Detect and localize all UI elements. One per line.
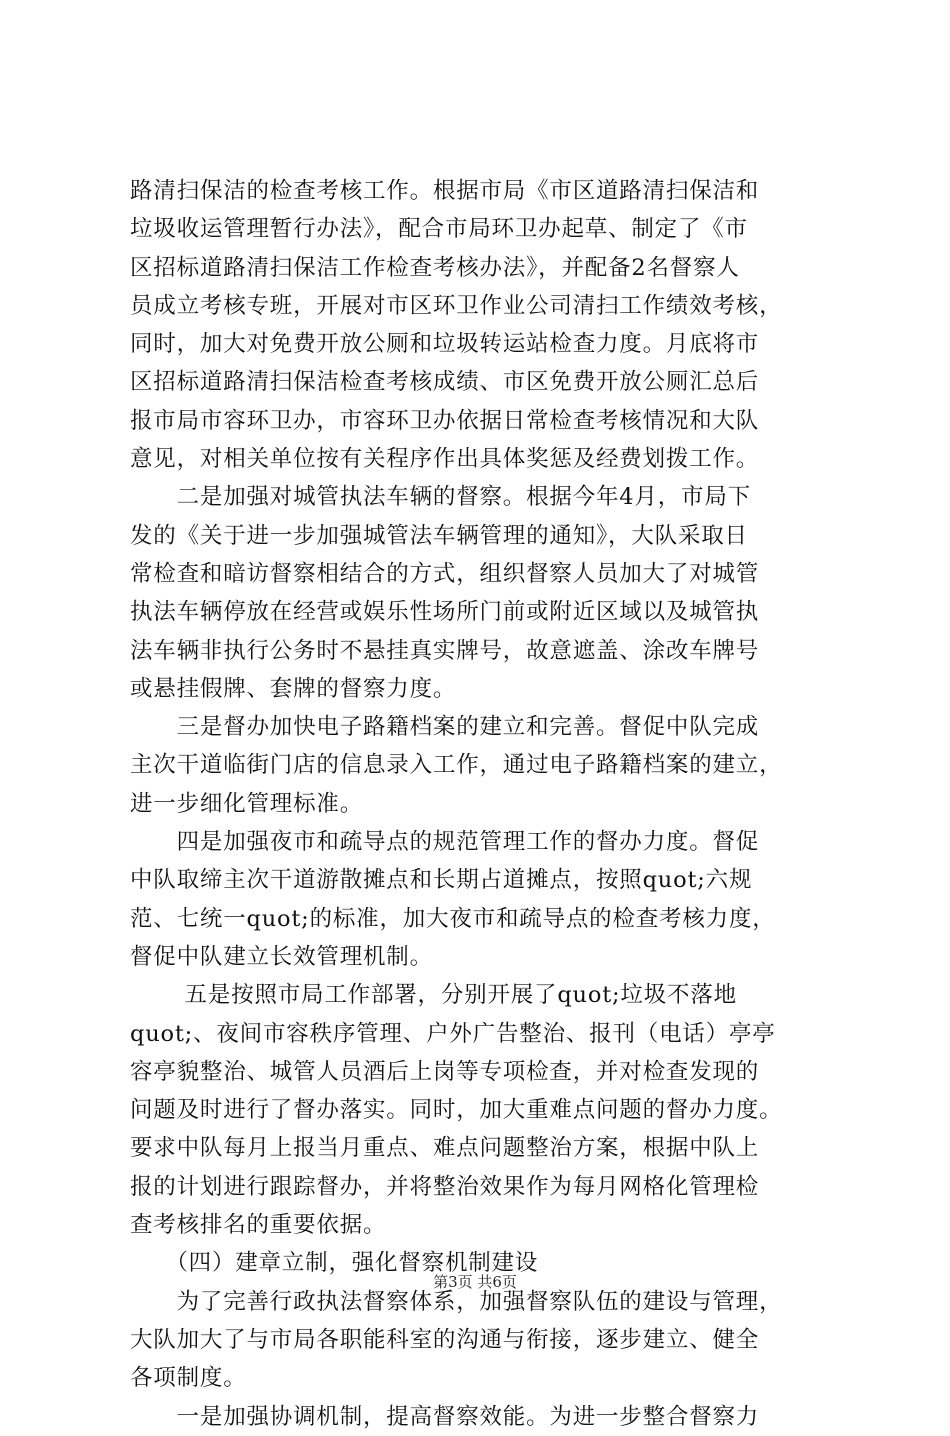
- text-line: 范、七统一quot;的标准，加大夜市和疏导点的检查考核力度，: [130, 905, 776, 932]
- text-line: 各项制度。: [130, 1365, 247, 1392]
- text-line: 五是按照市局工作部署，分别开展了quot;垃圾不落地: [130, 982, 737, 1009]
- text-line: 问题及时进行了督办落实。同时，加大重难点问题的督办力度。: [130, 1097, 783, 1124]
- text-line: 查考核排名的重要依据。: [130, 1212, 387, 1239]
- document-body: [130, 172, 830, 1436]
- text-line: 报的计划进行跟踪督办，并将整治效果作为每月网格化管理检: [130, 1173, 760, 1200]
- text-line: 垃圾收运管理暂行办法》，配合市局环卫办起草、制定了《市: [130, 216, 748, 243]
- text-line: 一是加强协调机制，提高督察效能。为进一步整合督察力: [130, 1403, 760, 1430]
- text-line: 或悬挂假牌、套牌的督察力度。: [130, 675, 457, 702]
- text-line: 容亭貌整治、城管人员酒后上岗等专项检查，并对检查发现的: [130, 1058, 760, 1085]
- text-line: 常检查和暗访督察相结合的方式，组织督察人员加大了对城管: [130, 560, 760, 587]
- text-line: 要求中队每月上报当月重点、难点问题整治方案，根据中队上: [130, 1135, 760, 1162]
- text-line: 意见，对相关单位按有关程序作出具体奖惩及经费划拨工作。: [130, 446, 760, 473]
- section-heading: （四）建章立制，强化督察机制建设: [130, 1250, 539, 1277]
- text-line: 路清扫保洁的检查考核工作。根据市局《市区道路清扫保洁和: [130, 178, 760, 204]
- text-line: 进一步细化管理标准。: [130, 790, 364, 817]
- text-line: 区招标道路清扫保洁检查考核成绩、市区免费开放公厕汇总后: [130, 369, 760, 396]
- text-line: 区招标道路清扫保洁工作检查考核办法》，并配备2名督察人: [130, 254, 740, 281]
- text-line: 四是加强夜市和疏导点的规范管理工作的督办力度。督促: [130, 829, 760, 856]
- text-line: 主次干道临街门店的信息录入工作，通过电子路籍档案的建立，: [130, 752, 783, 779]
- text-line: 法车辆非执行公务时不悬挂真实牌号，故意遮盖、涂改车牌号: [130, 637, 760, 664]
- text-line: 报市局市容环卫办，市容环卫办依据日常检查考核情况和大队: [130, 407, 760, 434]
- text-line: 大队加大了与市局各职能科室的沟通与衔接，逐步建立、健全: [130, 1326, 760, 1353]
- text-line: 为了完善行政执法督察体系，加强督察队伍的建设与管理，: [130, 1288, 783, 1315]
- text-line: quot;、夜间市容秩序管理、户外广告整治、报刊（电话）亭亭: [130, 1020, 776, 1047]
- page-number-footer: 第3页 共6页: [433, 1273, 517, 1291]
- text-line: 中队取缔主次干道游散摊点和长期占道摊点，按照quot;六规: [130, 867, 753, 894]
- text-line: 三是督办加快电子路籍档案的建立和完善。督促中队完成: [130, 714, 760, 741]
- text-line: 发的《关于进一步加强城管法车辆管理的通知》，大队采取日: [130, 522, 748, 549]
- text-line: 督促中队建立长效管理机制。: [130, 943, 433, 970]
- text-line: 同时，加大对免费开放公厕和垃圾转运站检查力度。月底将市: [130, 331, 760, 358]
- text-line: 员成立考核专班，开展对市区环卫作业公司清扫工作绩效考核，: [130, 292, 783, 319]
- text-line: 执法车辆停放在经营或娱乐性场所门前或附近区域以及城管执: [130, 599, 760, 626]
- text-line: 二是加强对城管执法车辆的督察。根据今年4月，市局下: [130, 484, 751, 511]
